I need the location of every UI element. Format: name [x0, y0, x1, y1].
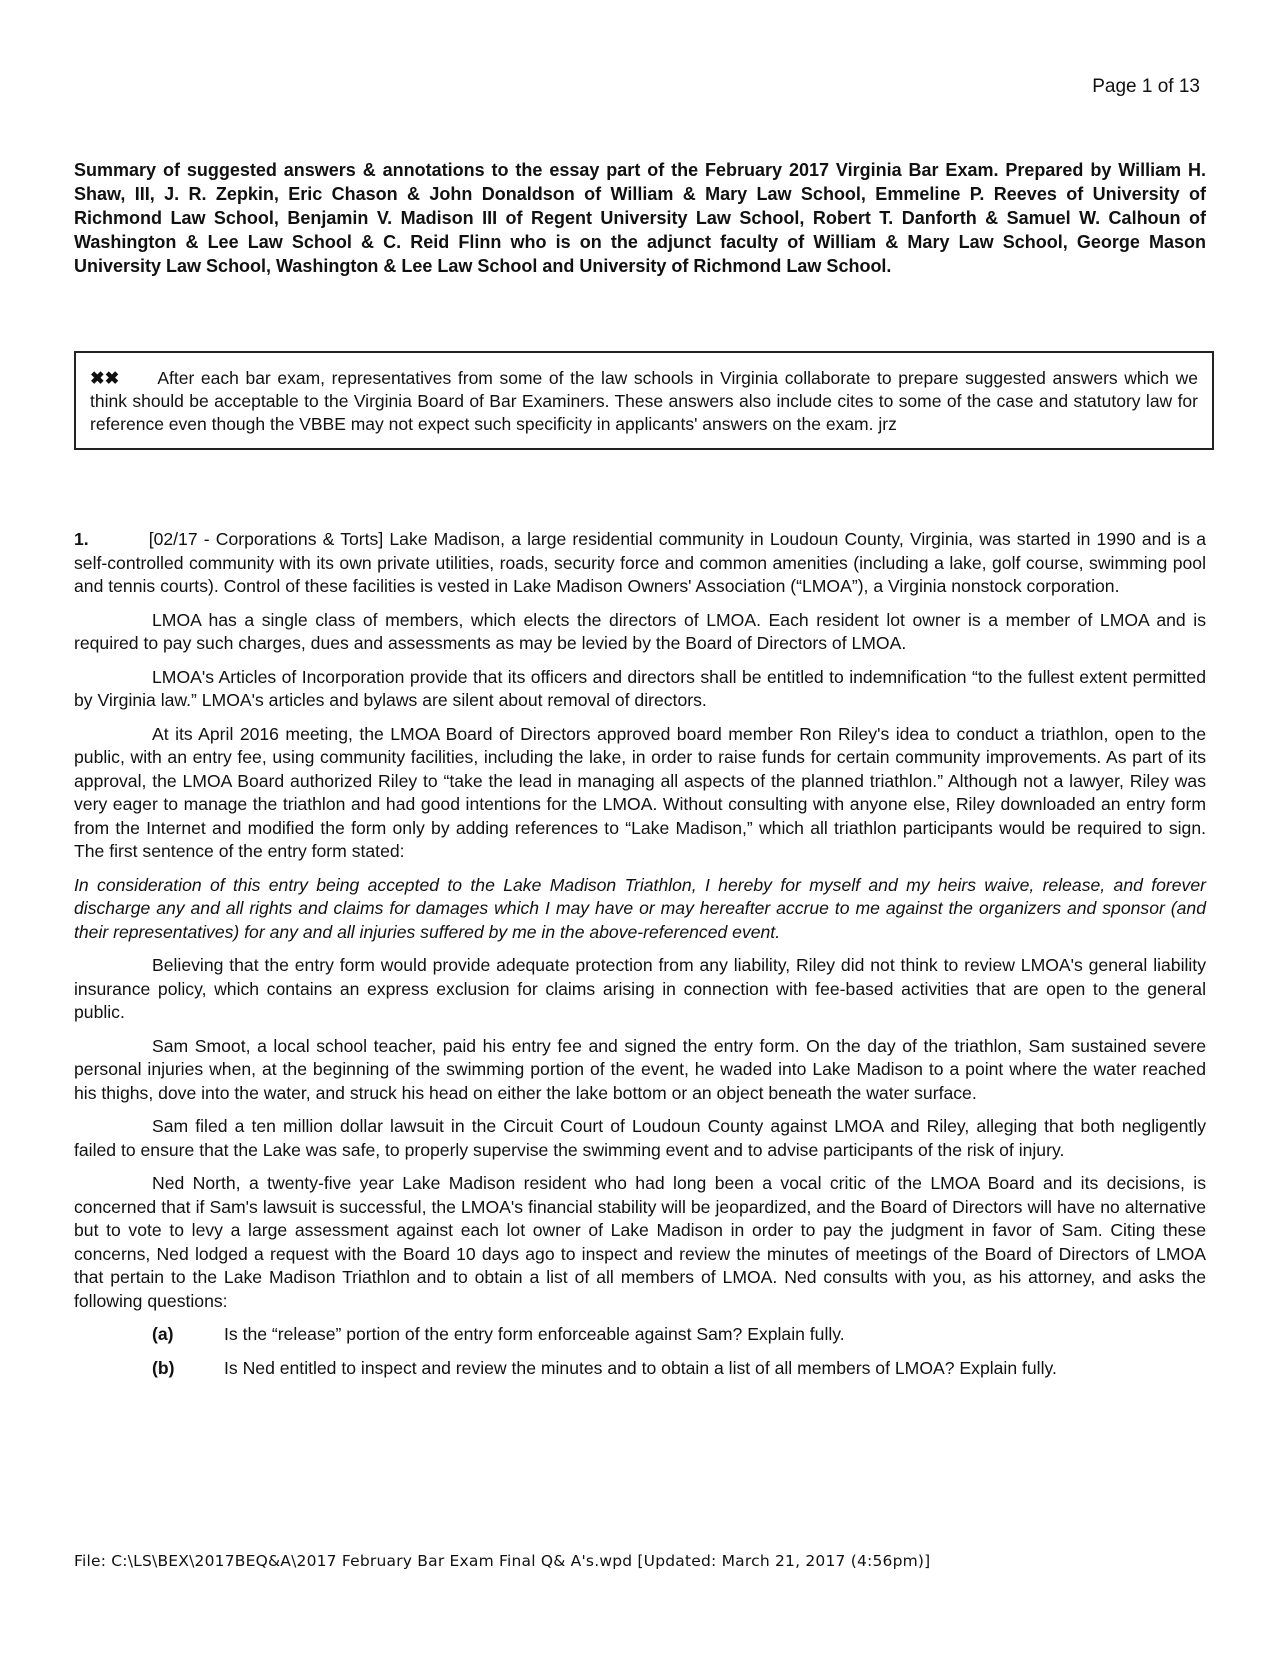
subquestion-text: Is Ned entitled to inspect and review the minutes and to obtain a list of all members of LMOA? Explain fully. [224, 1357, 1057, 1378]
subquestion-label: (a) [152, 1324, 174, 1344]
question-text: [02/17 - Corporations & Torts] Lake Madison, a large residential community in Loudoun County, Virginia, was started in 1990 and is a self-controlled community with its own private utilities, roads, security force and common amenities (including a lake, golf course, swimming pool and tennis courts). Control of these facilities is vested in Lake Madison Owners' Association (“LMOA”), a Virginia nonstock corporation. [74, 529, 1206, 596]
page-number: Page 1 of 13 [1092, 76, 1200, 97]
note-box [74, 351, 1214, 450]
entry-form-quote: In consideration of this entry being accepted to the Lake Madison Triathlon, I hereby for myself and my heirs waive, release, and forever discharge any and all rights and claims for damages which I may have or may hereafter accrue to me against the organizers and sponsor (and their representatives) for any and all injuries suffered by me in the above-referenced event. [74, 874, 1206, 942]
document-heading: Summary of suggested answers & annotations to the essay part of the February 2017 Virginia Bar Exam. Prepared by William H. Shaw, III, J. R. Zepkin, Eric Chason & John Donaldson of William & Mary Law School, Emmeline P. Reeves of University of Richmond Law School, Benjamin V. Madison III of Regent University Law School, Robert T. Danforth & Samuel W. Calhoun of Washington & Lee Law School & C. Reid Flinn who is on the adjunct faculty of William & Mary Law School, George Mason University Law School, Washington & Lee Law School and University of Richmond Law School. [74, 160, 1206, 276]
subquestion-label: (b) [152, 1357, 175, 1378]
x-marks-icon: ✖✖ [90, 368, 120, 388]
question-paragraph: Sam Smoot, a local school teacher, paid his entry fee and signed the entry form. On the day of the triathlon, Sam sustained severe personal injuries when, at the beginning of the swimming portion of the event, he waded into Lake Madison to a point where the water reached his thighs, dove into the water, and struck his head on either the lake bottom or an object beneath the water surface. [74, 1035, 1206, 1103]
question-paragraph [74, 528, 1206, 599]
subquestion-b [152, 1357, 1206, 1381]
question-paragraph: LMOA has a single class of members, which elects the directors of LMOA. Each resident lot owner is a member of LMOA and is required to pay such charges, dues and assessments as may be levied by the Board of Directors of LMOA. [74, 609, 1206, 653]
file-footer: File: C:\LS\BEX\2017BEQ&A\2017 February Bar Exam Final Q& A's.wpd [Updated: March 21, 2017 (4:56pm)] [74, 1552, 931, 1570]
subquestion-a [152, 1323, 1206, 1347]
question-paragraph: Ned North, a twenty-five year Lake Madison resident who had long been a vocal critic of the LMOA Board and its decisions, is concerned that if Sam's lawsuit is successful, the LMOA's financial stability will be jeopardized, and the Board of Directors will have no alternative but to vote to levy a large assessment against each lot owner of Lake Madison in order to pay the judgment in favor of Sam. Citing these concerns, Ned lodged a request with the Board 10 days ago to inspect and review the minutes of meetings of the Board of Directors of LMOA that pertain to the Lake Madison Triathlon and to obtain a list of all members of LMOA. Ned consults with you, as his attorney, and asks the following questions: [74, 1173, 1206, 1311]
note-paragraph [90, 367, 1198, 436]
question-paragraph: Believing that the entry form would provide adequate protection from any liability, Riley did not think to review LMOA's general liability insurance policy, which contains an express exclusion for claims arising in connection with fee-based activities that are open to the general public. [74, 955, 1206, 1022]
question-body [74, 528, 1206, 1390]
subquestion-text: Is the “release” portion of the entry form enforceable against Sam? Explain fully. [224, 1324, 845, 1344]
question-paragraph: Sam filed a ten million dollar lawsuit in the Circuit Court of Loudoun County against LMOA and Riley, alleging that both negligently failed to ensure that the Lake was safe, to properly supervise the swimming event and to advise participants of the risk of injury. [74, 1116, 1206, 1160]
note-text: After each bar exam, representatives from some of the law schools in Virginia collaborate to prepare suggested answers which we think should be acceptable to the Virginia Board of Bar Examiners. These answers also include cites to some of the case and statutory law for reference even though the VBBE may not expect such specificity in applicants' answers on the exam. jrz [90, 368, 1198, 434]
question-paragraph: LMOA's Articles of Incorporation provide that its officers and directors shall be entitled to indemnification “to the fullest extent permitted by Virginia law.” LMOA's articles and bylaws are silent about removal of directors. [74, 666, 1206, 710]
question-number: 1. [74, 529, 89, 549]
question-paragraph: At its April 2016 meeting, the LMOA Board of Directors approved board member Ron Riley's idea to conduct a triathlon, open to the public, with an entry fee, using community facilities, including the lake, in order to raise funds for certain community improvements. As part of its approval, the LMOA Board authorized Riley to “take the lead in managing all aspects of the planned triathlon.” Although not a lawyer, Riley was very eager to manage the triathlon and had good intentions for the LMOA. Without consulting with anyone else, Riley downloaded an entry form from the Internet and modified the form only by adding references to “Lake Madison,” which all triathlon participants would be required to sign. The first sentence of the entry form stated: [74, 723, 1206, 861]
